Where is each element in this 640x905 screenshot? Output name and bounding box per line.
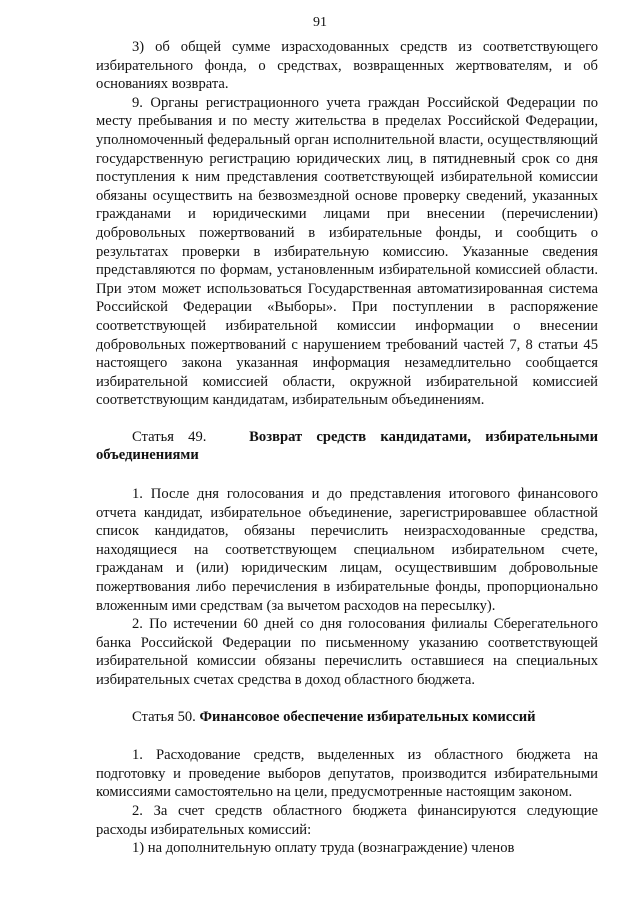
paragraph-article50-part2-item1: 1) на дополнительную оплату труда (вознаграждение) членов (132, 840, 515, 857)
article-49-title: Возврат средств кандидатами, избирательными объединениями (96, 428, 599, 464)
spacer (96, 726, 598, 746)
paragraph-article48-item3: 3) об общей сумме израсходованных средств из соответствующего избирательного фонда, о средствах, возвращенных жертвователям, и об основаниях возврата. (96, 39, 598, 93)
paragraph-article50-part2: 2. За счет средств областного бюджета финансируются следующие расходы избирательных комиссий: (96, 802, 598, 838)
article-50-label: Статья 50. (132, 708, 196, 725)
spacer (96, 410, 598, 428)
article-50-title: Финансовое обеспечение избирательных комиссий (199, 708, 536, 725)
article-49-heading (96, 428, 598, 465)
paragraph-article48-part9: 9. Органы регистрационного учета граждан Российской Федерации по месту пребывания и по месту жительства в пределах Российской Федерации, уполномоченный федеральный орган исполнительной власти, осуществляющий государственную регистрацию юридических лиц, в пятидневный срок со дня поступления к ним представления соответствующей избирательной комиссии обязаны осуществить на безвозмездной основе проверку сведений, указанных гражданами и юридическими лицами при внесении (перечислении) добровольных пожертвований в избирательные фонды, и сообщить о результатах проверки в избирательную комиссию. Указанные сведения представляются по формам, установленным избирательной комиссией области. При этом может использоваться Государственная автоматизированная система Российской Федерации «Выборы». При поступлении в распоряжение соответствующей избирательной комиссии информации о внесении добровольных пожертвований с нарушением требований частей 7, 8 статьи 45 настоящего закона указанная информация незамедлительно сообщается избирательной комиссией области, окружной избирательной комиссией соответствующим кандидатам, избирательным объединениям. (96, 94, 598, 409)
article-50-heading (96, 708, 598, 727)
paragraph-article49-part1: 1. После дня голосования и до представления итогового финансового отчета кандидат, избирательное объединение, зарегистрировавшее областной список кандидатов, обязаны перечислить неизрасходованные средства, находящиеся на соответствующем специальном избирательном счете, гражданам и (или) юридическим лицам, осуществившим добровольные пожертвования либо перечисления в избирательные фонды, пропорционально вложенным ими средствам (за вычетом расходов на пересылку). (96, 486, 598, 614)
spacer (96, 690, 598, 708)
page-content (96, 38, 598, 858)
paragraph-article49-part2: 2. По истечении 60 дней со дня голосования филиалы Сберегательного банка Российской Федерации по письменному указанию соответствующей избирательной комиссии обязаны перечислить оставшиеся на специальных избирательных счетах средства в доход областного бюджета. (96, 616, 598, 688)
paragraph-article50-part1: 1. Расходование средств, выделенных из областного бюджета на подготовку и проведение выборов депутатов, производится избирательными комиссиями самостоятельно на цели, предусмотренные настоящим законом. (96, 747, 598, 801)
page-number: 91 (313, 15, 327, 30)
spacer (96, 465, 598, 485)
article-49-label: Статья 49. (132, 428, 207, 445)
